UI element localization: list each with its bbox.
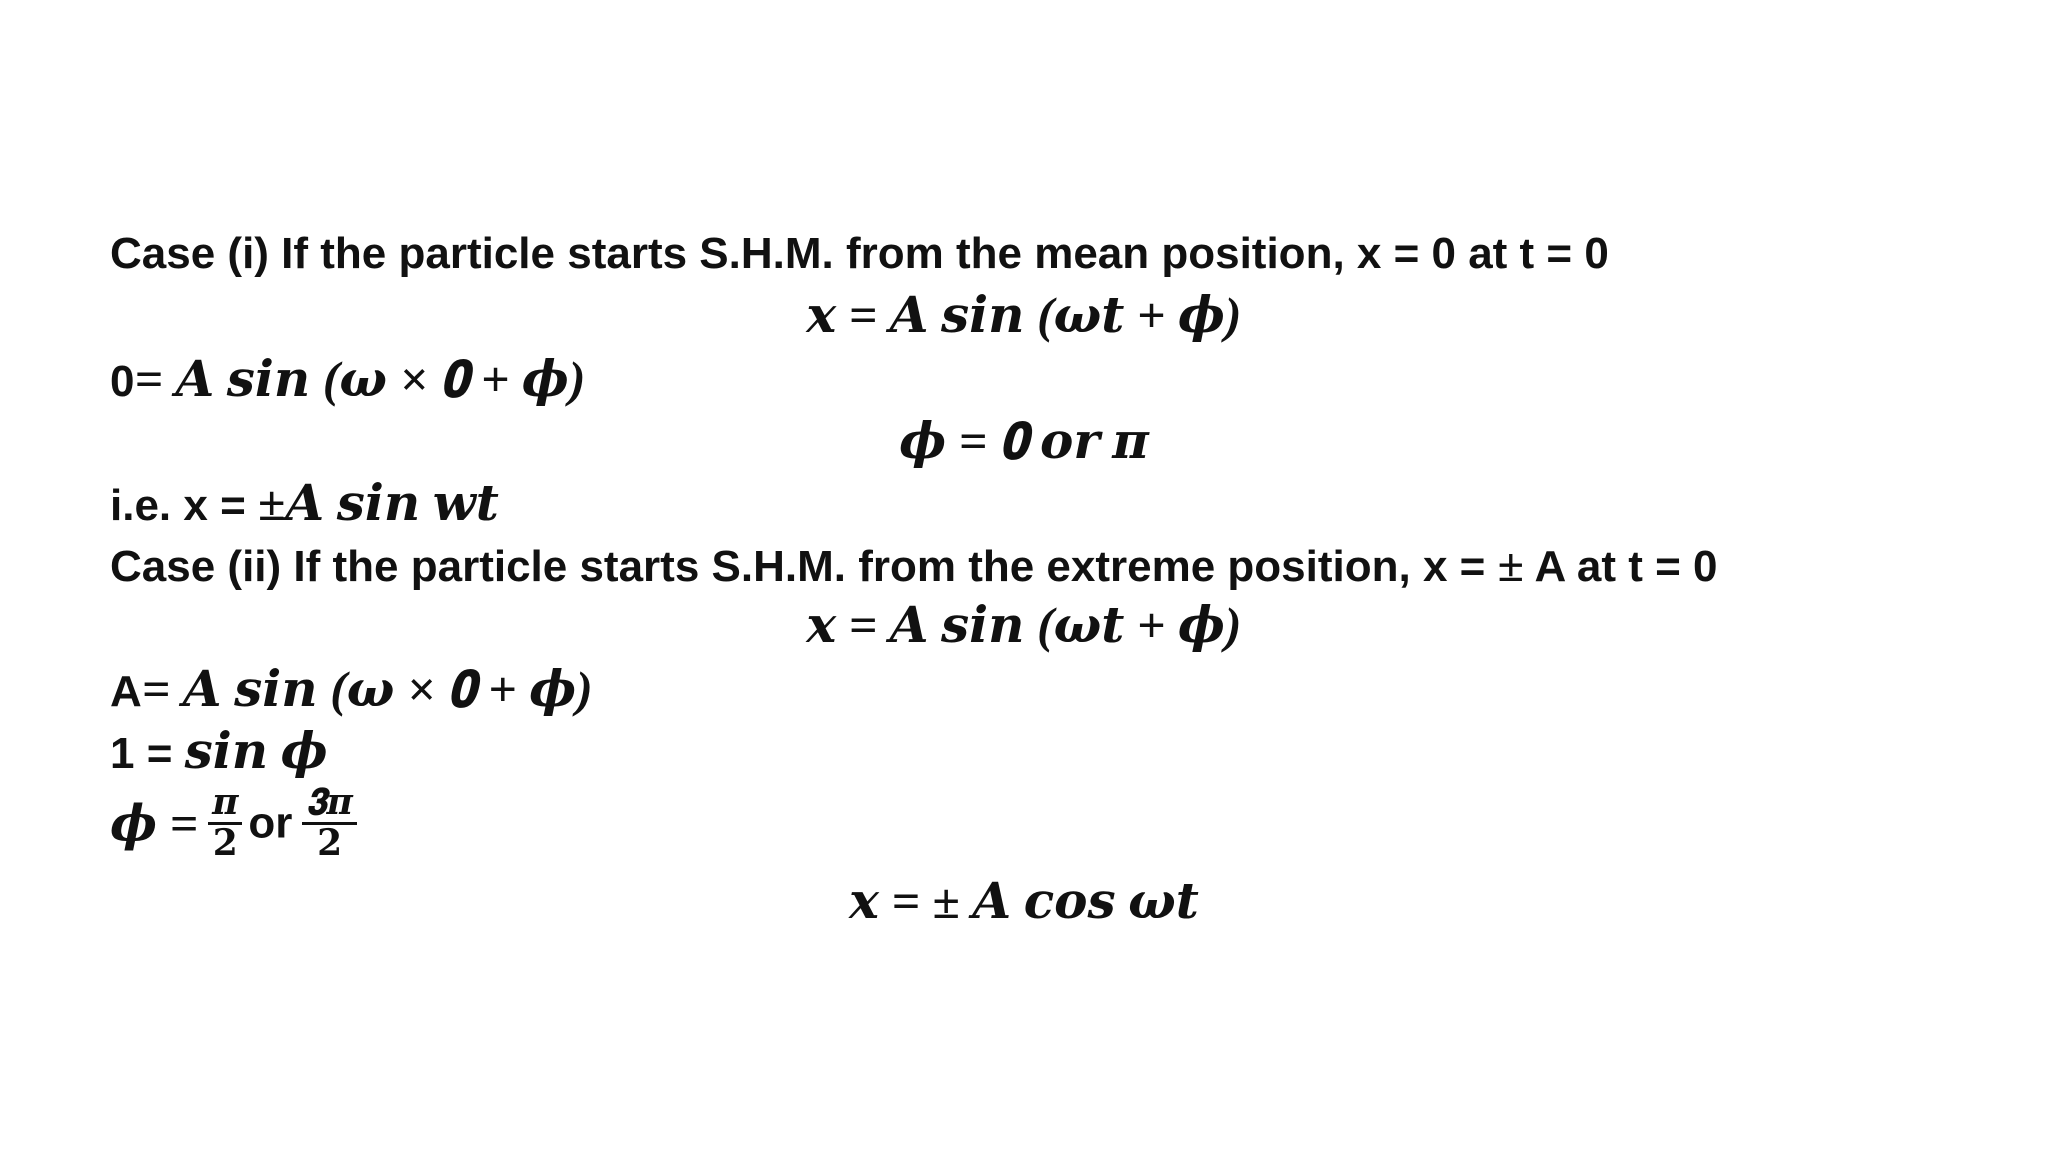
case-1-conclusion-label: i.e. x = <box>110 481 258 530</box>
case-2-sine-equation <box>110 723 328 779</box>
case-2-sine-lhs: 1 = <box>110 729 185 778</box>
case-2-substitution <box>110 661 593 717</box>
fraction-pi-over-2 <box>208 784 242 863</box>
case-1-substitution-lhs: 0 <box>110 357 135 406</box>
case-2-heading <box>110 539 1718 592</box>
fraction-2-numerator: 𝟑𝝅 <box>302 784 356 825</box>
case-2-heading-tail: A at t = 0 <box>1523 542 1718 591</box>
case-1-substitution-rhs: = 𝑨 𝒔𝒊𝒏 (𝝎 × 𝟎 + 𝝓) <box>134 351 586 407</box>
or-word: or <box>248 798 293 848</box>
case-2-result: 𝒙 = ± 𝑨 𝒄𝒐𝒔 𝝎𝒕 <box>849 873 1199 929</box>
case-1-phase-result: 𝝓 = 𝟎 𝒐𝒓 𝝅 <box>899 413 1149 469</box>
case-1-general-equation: 𝒙 = 𝑨 𝒔𝒊𝒏 (𝝎𝒕 + 𝝓) <box>806 287 1242 343</box>
case-2-sine-rhs: 𝒔𝒊𝒏 𝝓 <box>184 723 328 779</box>
fraction-2-denominator: 𝟐 <box>317 822 343 863</box>
fraction-1-numerator: 𝝅 <box>208 784 242 825</box>
fraction-1-denominator: 𝟐 <box>212 822 238 863</box>
case-2-general-equation: 𝒙 = 𝑨 𝒔𝒊𝒏 (𝝎𝒕 + 𝝓) <box>806 597 1242 653</box>
case-2-substitution-lhs: A <box>110 667 142 716</box>
case-1-heading: Case (i) If the particle starts S.H.M. from the mean position, x = 0 at t = 0 <box>110 229 1609 278</box>
case-1-substitution <box>110 351 586 407</box>
case-2-substitution-rhs: = 𝑨 𝒔𝒊𝒏 (𝝎 × 𝟎 + 𝝓) <box>141 661 593 717</box>
case-2-heading-text: Case (ii) If the particle starts S.H.M. from the extreme position, x = <box>110 542 1498 591</box>
case-1-conclusion-math: ±𝑨 𝒔𝒊𝒏 𝒘𝒕 <box>257 475 499 531</box>
case-2-phase-lhs: 𝝓 = <box>110 795 199 852</box>
case-2-heading-plus-minus: ± <box>1497 539 1524 592</box>
case-2-phase-values <box>110 784 363 863</box>
case-1-conclusion <box>110 475 499 531</box>
fraction-3pi-over-2 <box>302 784 356 863</box>
